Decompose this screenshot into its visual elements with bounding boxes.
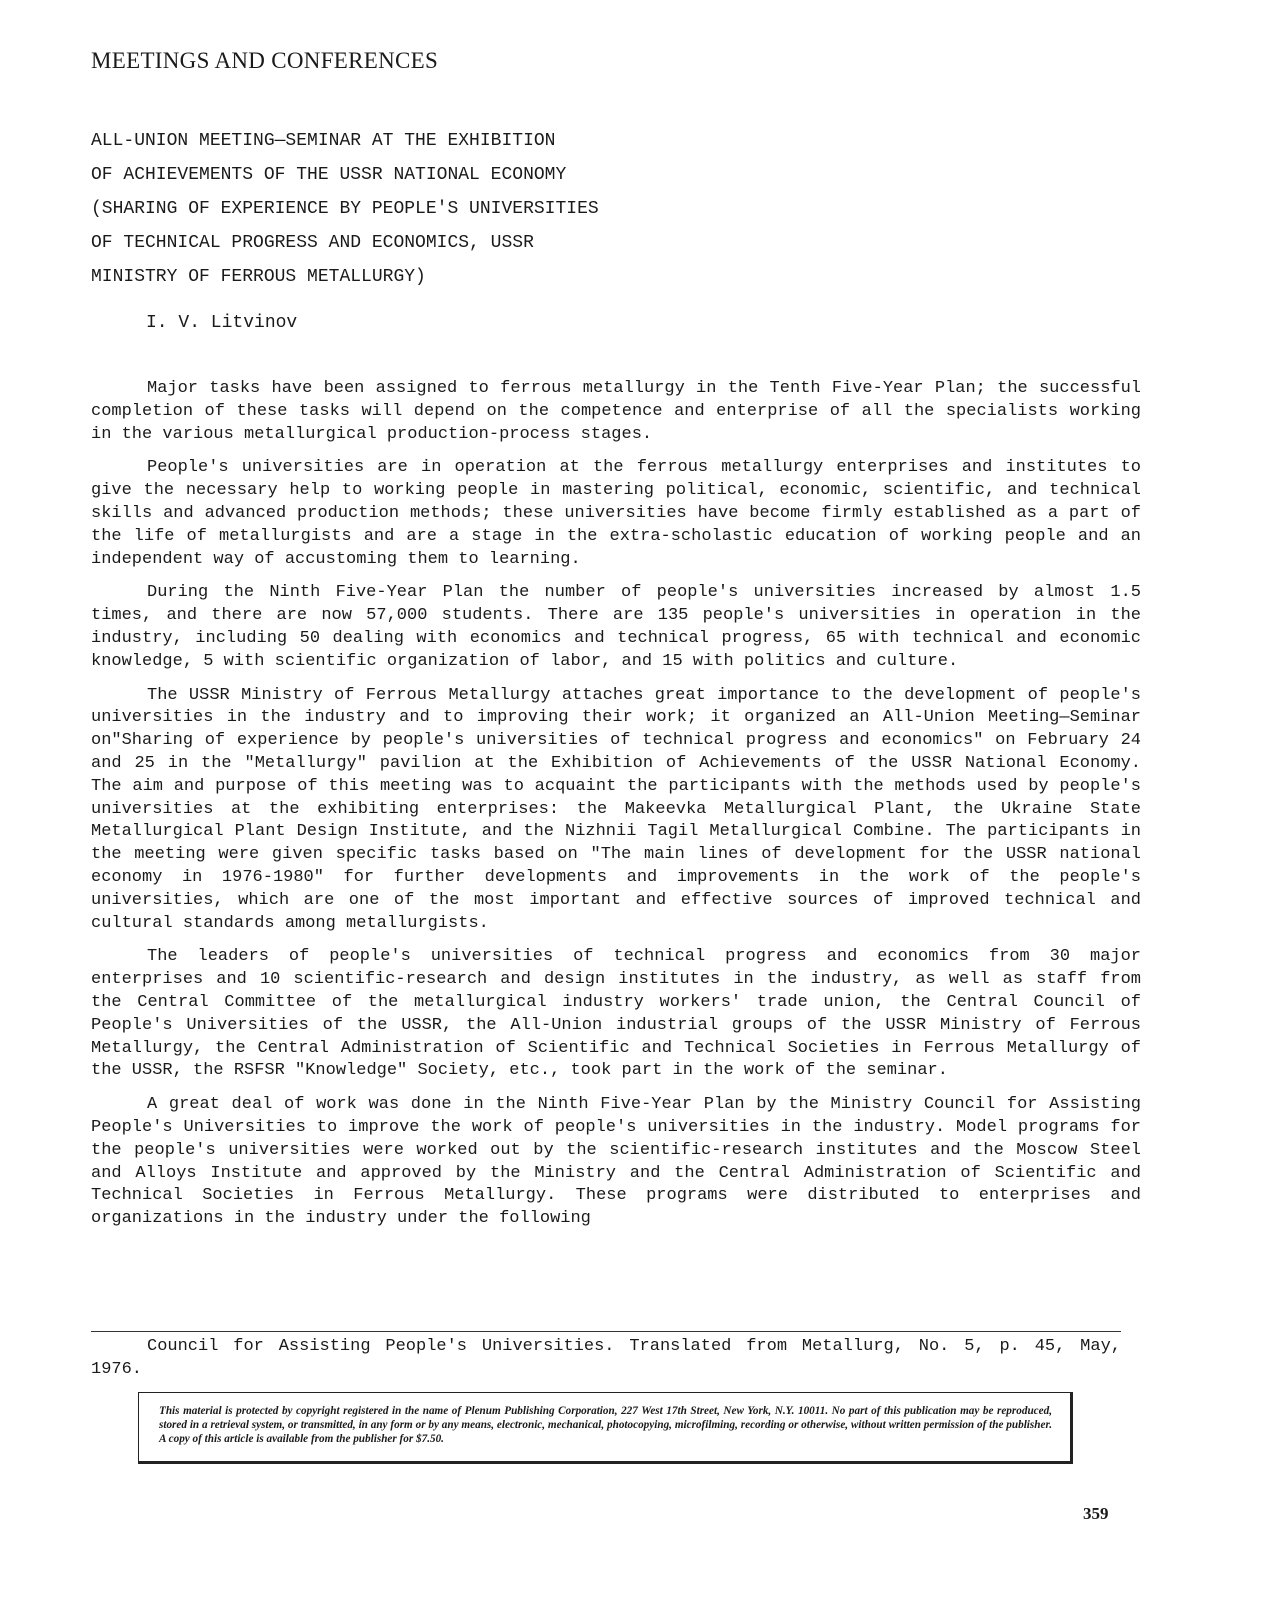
body-paragraph: A great deal of work was done in the Ninth Five-Year Plan by the Ministry Council for Assisting People's Universities to improve the work of people's universities in the industry. Model programs for the people's universities were worked out by the scientific-research institutes and the Moscow Steel and Alloys Institute and approved by the Ministry and the Central Administration of Scientific and Technical Societies in Ferrous Metallurgy. These programs were distributed to enterprises and organizations in the industry under the following [91, 1095, 1141, 1229]
article-body [91, 378, 1141, 1242]
title-line: (SHARING OF EXPERIENCE BY PEOPLE'S UNIVERSITIES [91, 199, 599, 219]
footnote: Council for Assisting People's Universities. Translated from Metallurg, No. 5, p. 45, May, 1976. [91, 1337, 1121, 1379]
title-line: ALL-UNION MEETING—SEMINAR AT THE EXHIBITION [91, 131, 556, 151]
title-line: MINISTRY OF FERROUS METALLURGY) [91, 267, 426, 287]
section-header: MEETINGS AND CONFERENCES [91, 48, 439, 73]
body-paragraph: The leaders of people's universities of technical progress and economics from 30 major enterprises and 10 scientific-research and design institutes in the industry, as well as staff from the Central Committee of the metallurgical industry workers' trade union, the Central Council of People's Universities of the USSR, the All-Union industrial groups of the USSR Ministry of Ferrous Metallurgy, the Central Administration of Scientific and Technical Societies in Ferrous Metallurgy of the USSR, the RSFSR "Knowledge" Society, etc., took part in the work of the seminar. [91, 947, 1141, 1081]
title-line: OF TECHNICAL PROGRESS AND ECONOMICS, USSR [91, 233, 534, 253]
copyright-notice-box [138, 1392, 1073, 1464]
body-paragraph: People's universities are in operation at the ferrous metallurgy enterprises and institutes to give the necessary help to working people in mastering political, economic, scientific, and technical skills and advanced production methods; these universities have become firmly established as a part of the life of metallurgists and are a stage in the extra-scholastic education of working people and an independent way of accustoming them to learning. [91, 458, 1141, 569]
title-line: OF ACHIEVEMENTS OF THE USSR NATIONAL ECONOMY [91, 165, 567, 185]
page-number: 359 [1083, 1504, 1109, 1523]
body-paragraph: Major tasks have been assigned to ferrous metallurgy in the Tenth Five-Year Plan; the successful completion of these tasks will depend on the competence and enterprise of all the specialists working in the various metallurgical production-process stages. [91, 379, 1141, 444]
copyright-notice: This material is protected by copyright registered in the name of Plenum Publishing Corporation, 227 West 17th Street, New York, N.Y. 10011. No part of this publication may be reproduced, stored in a retrieval system, or transmitted, in any form or by any means, electronic, mechanical, photocopying, microfilming, recording or otherwise, without written permission of the publisher. A copy of this article is available from the publisher for $7.50. [159, 1405, 1052, 1445]
footnote-divider [91, 1331, 1121, 1332]
body-paragraph: The USSR Ministry of Ferrous Metallurgy attaches great importance to the development of people's universities in the industry and to improving their work; it organized an All-Union Meeting—Seminar on"Sharing of experience by people's universities of technical progress and economics" on February 24 and 25 in the "Metallurgy" pavilion at the Exhibition of Achievements of the USSR National Economy. The aim and purpose of this meeting was to acquaint the participants with the methods used by people's universities at the exhibiting enterprises: the Makeevka Metallurgical Plant, the Ukraine State Metallurgical Plant Design Institute, and the Nizhnii Tagil Metallurgical Combine. The participants in the meeting were given specific tasks based on "The main lines of development for the USSR national economy in 1976-1980" for further developments and improvements in the work of the people's universities, which are one of the most important and effective sources of improved technical and cultural standards among metallurgists. [91, 685, 1141, 933]
body-paragraph: During the Ninth Five-Year Plan the number of people's universities increased by almost 1.5 times, and there are now 57,000 students. There are 135 people's universities in operation in the industry, including 50 dealing with economics and technical progress, 65 with technical and economic knowledge, 5 with scientific organization of labor, and 15 with politics and culture. [91, 583, 1141, 671]
author-name: I. V. Litvinov [146, 313, 298, 333]
article-title [91, 124, 731, 294]
